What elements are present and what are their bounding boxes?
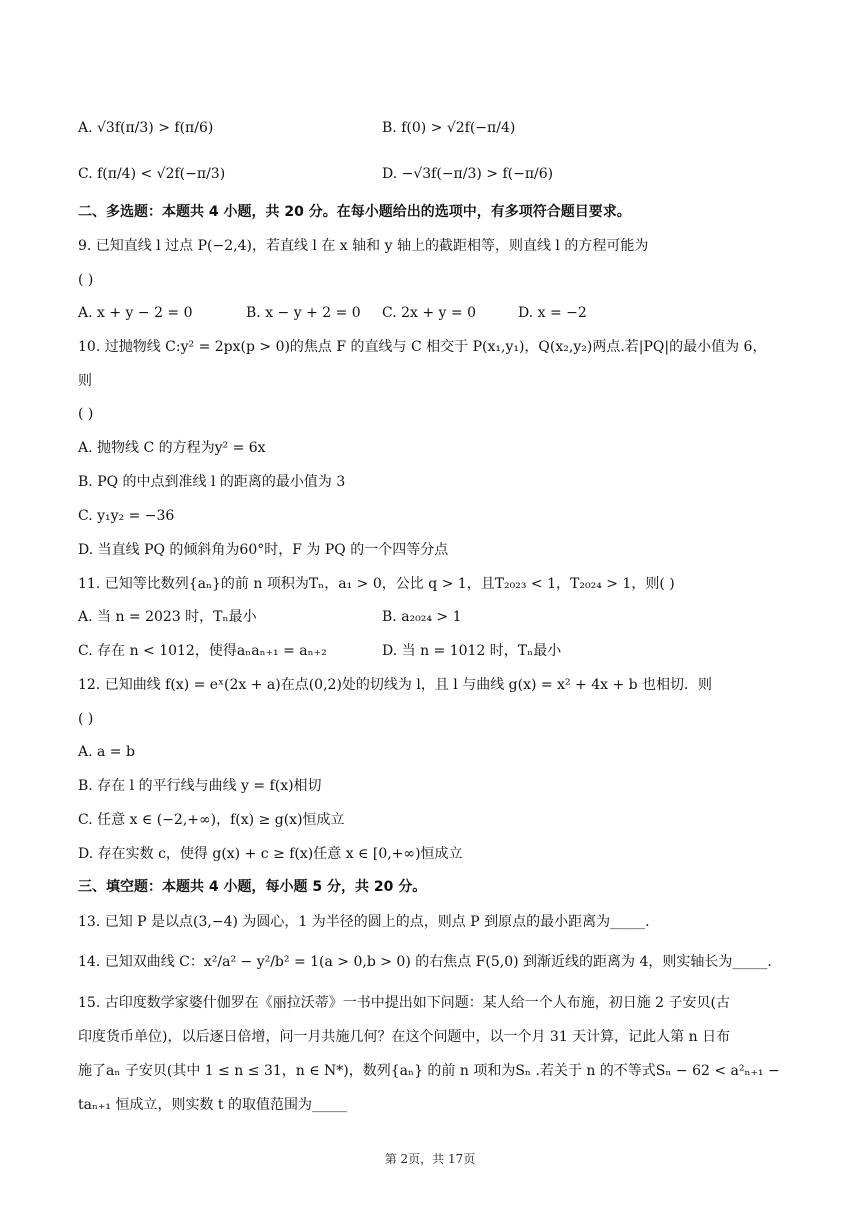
q13-text: 13. 已知 P 是以点(3,−4) 为圆心，1 为半径的圆上的点，则点 P 到原点的最小距离为_____. [78,914,650,930]
q10-option-b: B. PQ 的中点到准线 l 的距离的最小值为 3 [78,474,346,490]
q9-answer-paren: ( ) [78,272,94,288]
q12-option-c: C. 任意 x ∈ (−2,+∞)，f(x) ≥ g(x)恒成立 [78,812,345,828]
q9-option-a: A. x + y − 2 = 0 [78,305,193,321]
q10-option-a: A. 抛物线 C 的方程为y² = 6x [78,440,266,456]
q10-option-d: D. 当直线 PQ 的倾斜角为60°时，F 为 PQ 的一个四等分点 [78,542,449,558]
q8-option-d: D. −√3f(−π/3) > f(−π/6) [382,166,554,182]
q9-option-c: C. 2x + y = 0 [382,305,476,321]
q12-answer-paren: ( ) [78,711,94,727]
q8-option-c: C. f(π/4) < √2f(−π/3) [78,166,226,182]
section-multiple-choice-heading: 二、多选题：本题共 4 小题，共 20 分。在每小题给出的选项中，有多项符合题目要求。 [78,204,631,220]
q9-option-d: D. x = −2 [518,305,587,321]
q8-option-a: A. √3f(π/3) > f(π/6) [78,120,214,136]
q15-line-2: 印度货币单位)，以后逐日倍增，问一月共施几何？在这个问题中，以一个月 31 天计算，记此人第 n 日布 [78,1029,731,1045]
section-fill-in-heading: 三、填空题：本题共 4 小题，每小题 5 分，共 20 分。 [78,879,427,895]
q9-stem: 9. 已知直线 l 过点 P(−2,4)，若直线 l 在 x 轴和 y 轴上的截距相等，则直线 l 的方程可能为 [78,238,649,254]
q12-option-d: D. 存在实数 c，使得 g(x) + c ≥ f(x)任意 x ∈ [0,+∞)恒成立 [78,846,463,862]
q15-line-4: taₙ₊₁ 恒成立，则实数 t 的取值范围为_____ [78,1097,348,1113]
q9-option-b: B. x − y + 2 = 0 [246,305,361,321]
q12-option-b: B. 存在 l 的平行线与曲线 y = f(x)相切 [78,778,322,794]
q11-option-a: A. 当 n = 2023 时，Tₙ最小 [78,609,257,625]
q11-option-d: D. 当 n = 1012 时，Tₙ最小 [382,643,562,659]
q11-option-b: B. a₂₀₂₄ > 1 [382,609,462,625]
q14-text: 14. 已知双曲线 C：x²/a² − y²/b² = 1(a > 0,b > 0) 的右焦点 F(5,0) 到渐近线的距离为 4，则实轴长为_____. [78,954,772,970]
q10-answer-paren: ( ) [78,406,94,422]
q10-stem: 10. 过抛物线 C:y² = 2px(p > 0)的焦点 F 的直线与 C 相交于 P(x₁,y₁)，Q(x₂,y₂)两点.若|PQ|的最小值为 6， [78,339,767,355]
q8-option-b: B. f(0) > √2f(−π/4) [382,120,516,136]
q10-stem-continued: 则 [78,373,92,389]
q12-option-a: A. a = b [78,744,135,760]
q11-option-c: C. 存在 n < 1012，使得aₙaₙ₊₁ = aₙ₊₂ [78,643,327,659]
q10-option-c: C. y₁y₂ = −36 [78,508,175,524]
q15-line-1: 15. 古印度数学家婆什伽罗在《丽拉沃蒂》一书中提出如下问题：某人给一个人布施，初日施 2 子安贝(古 [78,995,730,1011]
page-footer: 第 2页，共 17页 [384,1152,476,1166]
q15-line-3: 施了aₙ 子安贝(其中 1 ≤ n ≤ 31，n ∈ N*)，数列{aₙ} 的前 n 项和为Sₙ .若关于 n 的不等式Sₙ − 62 < a²ₙ₊₁ − [78,1063,780,1079]
q11-stem: 11. 已知等比数列{aₙ}的前 n 项积为Tₙ，a₁ > 0，公比 q > 1，且T₂₀₂₃ < 1，T₂₀₂₄ > 1，则( ) [78,576,675,592]
q12-stem: 12. 已知曲线 f(x) = eˣ(2x + a)在点(0,2)处的切线为 l，且 l 与曲线 g(x) = x² + 4x + b 也相切．则 [78,677,713,693]
